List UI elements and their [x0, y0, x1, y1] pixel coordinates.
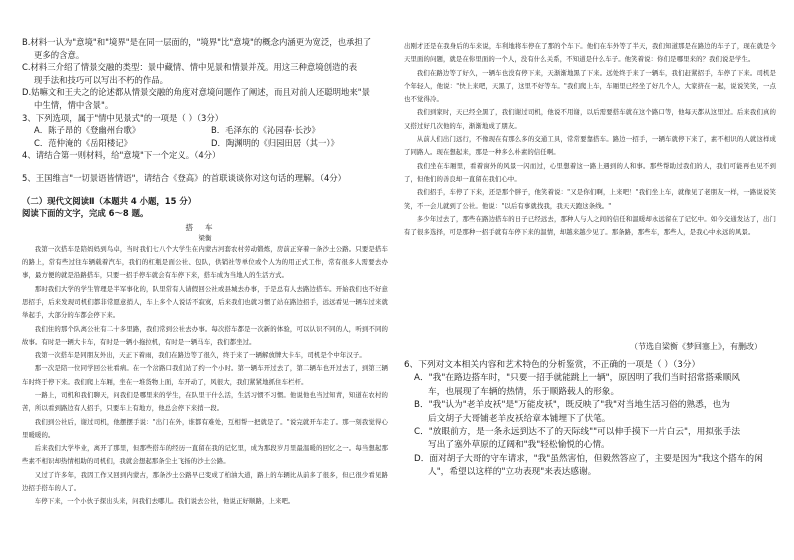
story-title: 搭车: [185, 222, 225, 232]
q3-option-d: D．陶渊明的《归园田居（其一）》: [211, 137, 339, 148]
question-3-options-row1: [22, 124, 388, 137]
story-body-right: [404, 40, 776, 340]
option-c-line1: C.材料三介绍了情景交融的类型：景中藏情、情中见景和情景并茂。用这三种意境创造的表: [22, 62, 358, 73]
q6-option-d-line1: D．面对胡子大哥的守车请求，"我"虽然害怕，但毅然答应了，主要是因为"我这个搭车的闲: [414, 453, 763, 464]
story-paragraph: 多少年过去了，那些在路边搭车的日子已经远去，那种人与人之间的信任和温暖却永远留在了记忆中。如今交通发达了，出门有了很多选择，可是那种一招手就有车停下来的温情，却越来越少见了。那条路，那些车，那些人，是我心中永远的风景。: [404, 214, 776, 237]
right-column: [404, 40, 776, 480]
story-paragraph: 出刚才还是在我身后的车来说，车利地将车停在了那的个车下。他们在车外等了半天，我们知道那是在路边的车子了，现在就是今天里面的问题，就是在你里面的一个人，没有什么关系，不知道是什么车子。他笑着说：你们是哪里来的？我们说是学生。: [404, 42, 776, 64]
source-note: （节选自梁衡《梦回塞上》，有删改）: [630, 342, 762, 351]
question-3: 3、下列选项，属于"情中见景式"的一项是（ ）（3分）: [22, 112, 224, 123]
story-paragraph: 一路上，司机和我们聊天，问我们是哪里来的学生，在队里干什么活，生活习惯不习惯。他说他也当过知青，知道在农村的苦，所以看到路边有人招手，只要车上有地方，他总会停下来捎一段。: [22, 390, 388, 413]
story-author: 梁衡: [198, 233, 212, 242]
story-paragraph: 我们在路边等了好久，一辆车也没有停下来，天渐渐地黑了下来。远处终于来了一辆车，我们赶紧招手，车停了下来。司机是个年轻人，他说："快上来吧，天黑了，这里不好等车。"我们爬上车，车厢里已经坐了好几个人，大家挤在一起，说说笑笑，一点也不觉得冷。: [404, 68, 776, 104]
story-paragraph: 我们住的那个队离公社有二十多里路，我们常到公社去办事。每次搭车都是一次新的体验，可以认识不同的人，听到不同的故事。有时是一辆大卡车，有时是一辆小拖拉机，有时是一辆马车，我们都坐过。: [22, 324, 388, 346]
q6-option-a-line2: 车，也展现了车辆的热情，乐于顺路载人的形象。: [428, 386, 620, 397]
story-paragraph: 我第一次搭车是陪妈妈到鸟卓，当时我们七八个大学生在内蒙古河套农村劳动锻炼，房前正穿着一条沙土公路。只要是搭车的路上，常有些过往车辆载着汽车，我们的杠瓶是面公社、包队，供销社等单位或个人为的用正式工作，常有很多人需要去办事，最方便的就是沿路搭车，只要一招手停车就会有车停下来，搭车成为当地人的生活方式。: [22, 244, 388, 280]
q6-option-b-line1: B．"我"认为"老羊皮袄"是"万能皮袄"，既反映了"我"对当地生活习俗的熟悉，也为: [414, 400, 730, 411]
left-column: [22, 36, 388, 505]
section-heading: （二）现代文阅读Ⅱ（本题共 4 小题，15 分）: [22, 195, 197, 206]
option-b-line2: 更多的含意。: [34, 49, 85, 60]
question-4: 4、请结合第一则材料，给"意境"下一个定义。（4分）: [22, 150, 221, 161]
option-d-line2: 中生情，情中含景"。: [34, 99, 114, 110]
story-paragraph: 我第一次搭车是同朋友外出，天正下着雨，我们在路边等了很久，终于来了一辆解放牌大卡车，司机是个中年汉子。: [34, 351, 366, 360]
q3-option-c: C．范仲淹的《岳阳楼记》: [34, 137, 132, 148]
q3-option-a: A．陈子昂的《登幽州台歌》: [34, 125, 141, 136]
q6-option-c-line2: 写出了塞外草原的辽阔和"我"轻松愉悦的心情。: [428, 440, 610, 451]
q6-option-d-line2: 人"，希望以这样的"立功表现"来表达感谢。: [428, 467, 597, 478]
option-c-line2: 现手法和技巧可以写出不朽的作品。: [34, 74, 168, 85]
section-instruction: 阅读下面的文字，完成 6～8 题。: [22, 208, 149, 219]
question-3-options-row2: [22, 137, 388, 150]
q3-option-b: B．毛泽东的《沁园春·长沙》: [211, 125, 320, 136]
question-6: 6、下列对文本相关内容和艺术特色的分析鉴赏，不正确的一项是（ ）（3分）: [404, 360, 701, 370]
q6-option-a-line1: A．"我"在路边搭车时，"只要一招手就能跳上一辆"，原因明了我们当时招常搭乘顺风: [414, 373, 740, 384]
story-paragraph: 我们到公社后，谢过司机，他摆摆手说："出门在外，谁都有难处，互相帮一把就是了。"说完就开车走了。那一刻我觉得心里暖暖的。: [22, 417, 388, 439]
story-paragraph: 又过了许多年，我因工作又回到内蒙古，那条沙土公路早已变成了柏油大道，路上的车辆比从前多了很多，但已很少看见路边招手搭车的人了。: [22, 470, 388, 493]
story-paragraph: 后来我们大学毕业，离开了那里，但那些搭车的经历一直留在我的记忆里，成为那段岁月里最温暖的回忆之一。每当想起那些素不相识却热情相助的司机们，我就会想起那条尘土飞扬的沙土公路。: [22, 444, 388, 466]
question-5: 5、王国维言"一切景语皆情语"，请结合《登高》的首联谈谈你对这句话的理解。（4分）: [22, 172, 347, 183]
story-paragraph: 我们招手，车停了下来，还是那个胖子，他笑着说："又是你们啊，上来吧！"我们坐上车，就像见了老朋友一样，一路说说笑笑，不一会儿就到了公社。他说："以后有事就找我，我天天跑这条线。": [404, 188, 776, 210]
story-body-left: [22, 243, 388, 505]
q6-option-c-line1: C．"放眼前方，是一条永远到达不了的天际线""可以伸手摸下一片白云"，用拟张手法: [414, 427, 741, 438]
story-paragraph: 从前人们出门远行，不像现在有那么多的交通工具，常常要靠搭车。路边一招手，一辆车就停下来了，素不相识的人就这样成了同路人。现在想起来，那是一种多么朴素的信任啊。: [404, 135, 776, 157]
story-paragraph: 那一次是陪一位同学回公社看病。在一个岔路口我们站了约一个小时。第一辆车开过去了，第二辆车也开过去了，到第三辆车时终于停下来。我们爬上车厢，坐在一堆货物上面，车开动了，风很大，我们紧紧地抓住车栏杆。: [22, 364, 388, 386]
option-b-line1: B.材料一认为"意境"和"境界"是在同一层面的，"境界"比"意境"的概念内涵更为宽泛，也承担了: [22, 37, 372, 47]
story-paragraph: 我们到家时，天已经全黑了，我们谢过司机，他说不用谢，以后需要搭车就在这个路口等，他每天都从这里过。后来我们真的又搭过好几次他的车，渐渐地成了朋友。: [404, 108, 776, 130]
story-paragraph: 我们坐在车厢里，看着窗外的风景一闪而过，心里想着这一路上遇到的人和事。那些帮助过我们的人，我们可能再也见不到了，但他们的善良却一直留在我们心中。: [404, 161, 776, 183]
q6-option-b-line2: 后文胡子大哥铺老羊皮袄给章本铺埋下了伏笔。: [428, 413, 611, 424]
story-paragraph: 那时我们大学的学生管理是半军事化的，队里常有人请假回公社或县城去办事，于是总有人去路边搭车。开始我们也不好意思招手，后来发现司机们都非常愿意捎人，车上多个人说话不寂寞，后来我们也就习惯了站在路边招手，远远看见一辆车过来就举起手，大部分的车都会停下来。: [22, 284, 388, 320]
option-d-line1: D.姑嘛文和王夫之的论述都从情景交融的角度对意境问题作了阐述，而且对前人还聪明地来"景: [22, 87, 370, 98]
story-paragraph: 车停下来，一个小伙子探出头来，问我们去哪儿。我们说去公社，他说正好顺路，上来吧。: [34, 497, 295, 505]
